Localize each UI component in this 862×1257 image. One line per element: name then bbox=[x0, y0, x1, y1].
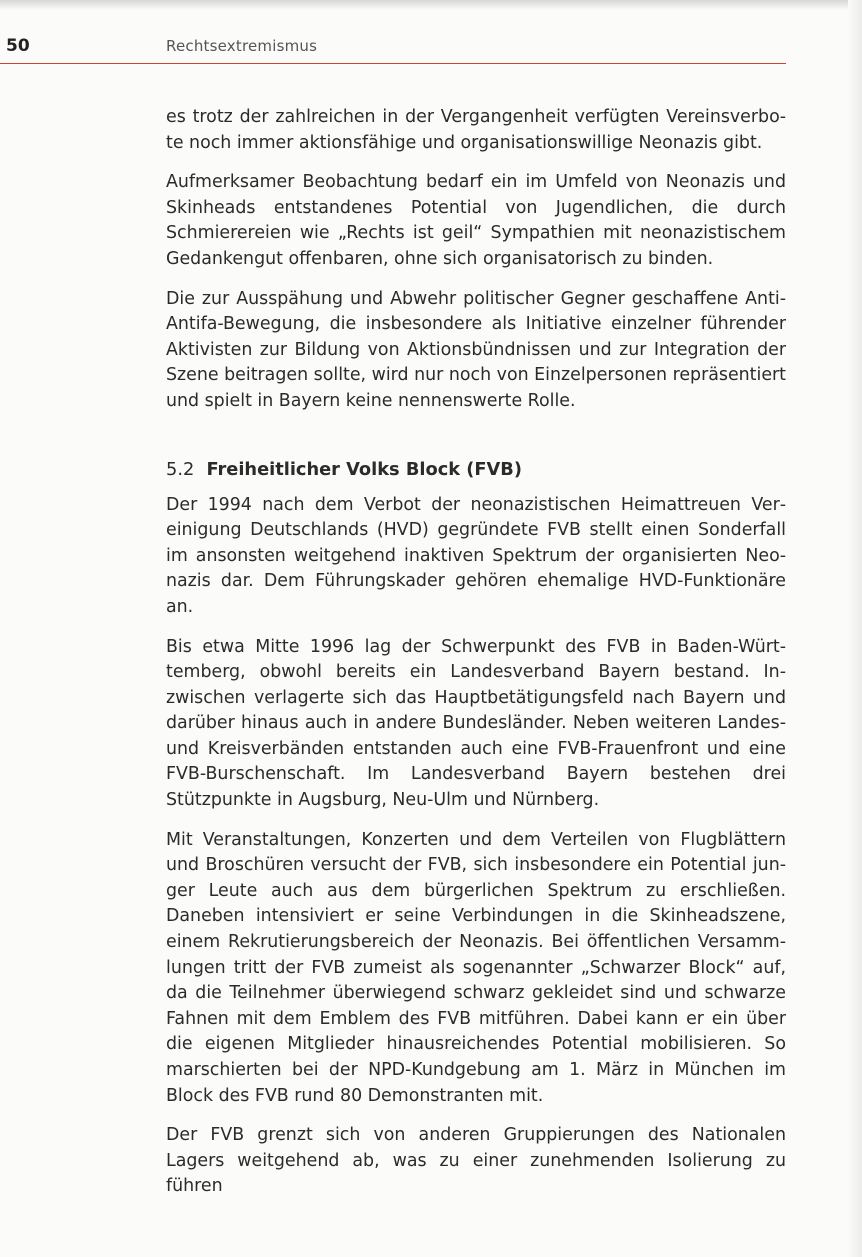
section-heading bbox=[166, 457, 786, 483]
paragraph: Der FVB grenzt sich von anderen Gruppierungen des Nationalen Lagers weitgehend ab, was zu einer zunehmenden Isolierung zu führen bbox=[166, 1125, 786, 1197]
header-rule bbox=[0, 63, 786, 64]
paragraph: Die zur Ausspähung und Abwehr politischer Gegner geschaffene Anti-Antifa-Bewegung, die insbesondere als Initiative einzelner führender Aktivisten zur Bildung von Aktionsbündnissen und zur Integration der Szene beitragen sollte, wird nur noch von Einzelpersonen repräsentiert und spielt in Bayern keine nennenswerte Rolle. bbox=[166, 288, 786, 411]
running-title: Rechtsextremismus bbox=[166, 37, 318, 55]
paragraph: Der 1994 nach dem Verbot der neonazistischen Heimattreuen Vereinigung Deutschlands (HVD) gegründete FVB stellt einen Sonderfall im ansonsten weitgehend inaktiven Spektrum der organisierten Neonazis dar. Dem Führungskader gehören ehemalige HVD-Funktionäre an. bbox=[166, 494, 786, 617]
paragraph: es trotz der zahlreichen in der Vergangenheit verfügten Vereinsverbote noch immer aktionsfähige und organisationswillige Neonazis gibt. bbox=[166, 107, 786, 153]
page-body bbox=[166, 105, 786, 1214]
scan-right-shadow bbox=[848, 0, 862, 1257]
scan-top-shadow bbox=[0, 0, 862, 10]
page-number: 50 bbox=[6, 36, 30, 56]
paragraph: Bis etwa Mitte 1996 lag der Schwerpunkt des FVB in Baden-Württemberg, obwohl bereits ein Landesverband Bayern bestand. Inzwischen verlagerte sich das Hauptbetätigungsfeld nach Bayern und darüber hinaus auch in andere Bundesländer. Neben weiteren Landes- und Kreisverbänden entstanden auch eine FVB-Frauenfront und eine FVB-Burschenschaft. Im Landesverband Bayern bestehen drei Stützpunkte in Augsburg, Neu-Ulm und Nürnberg. bbox=[166, 636, 786, 811]
paragraph: Mit Veranstaltungen, Konzerten und dem Verteilen von Flugblättern und Broschüren versucht der FVB, sich insbesondere ein Potential junger Leute auch aus dem bürgerlichen Spektrum zu erschließen. Daneben intensiviert er seine Verbindungen in die Skinheadszene, einem Rekrutierungsbereich der Neonazis. Bei öffentlichen Versammlungen tritt der FVB zumeist als sogenannter „Schwarzer Block“ auf, da die Teilnehmer überwiegend schwarz gekleidet sind und schwarze Fahnen mit dem Emblem des FVB mitführen. Dabei kann er ein über die eigenen Mitglieder hinausreichendes Potential mobilisieren. So marschierten bei der NPD-Kundgebung am 1. März in München im Block des FVB rund 80 Demonstranten mit. bbox=[166, 829, 786, 1106]
page-header bbox=[0, 30, 790, 64]
section-title: Freiheitlicher Volks Block (FVB) bbox=[206, 458, 522, 480]
paragraph: Aufmerksamer Beobachtung bedarf ein im Umfeld von Neonazis und Skinheads entstandenes Potential von Jugendlichen, die durch Schmierereien wie „Rechts ist geil“ Sympathien mit neonazistischem Gedankengut offenbaren, ohne sich organisatorisch zu binden. bbox=[166, 172, 786, 269]
section-number: 5.2 bbox=[166, 458, 195, 480]
